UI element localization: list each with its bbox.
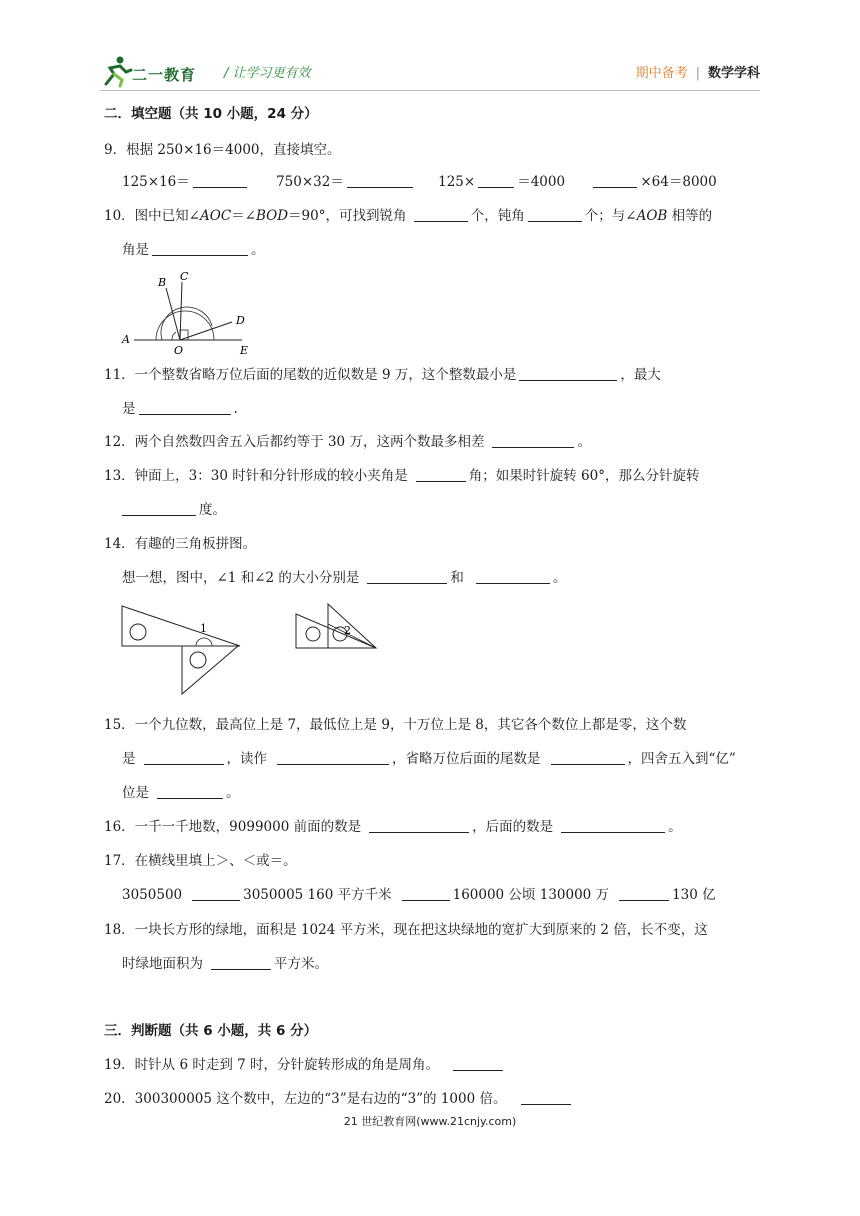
q17-text-c: 160000 公顷 130000 万 [452, 887, 610, 903]
q15-line3-text: 位是 [122, 785, 149, 801]
q18-line1: 18．一块长方形的绿地，面积是 1024 平方米，现在把这块绿地的宽扩大到原来的 2 倍，长不变，这 [104, 922, 708, 938]
q9-answers [122, 173, 717, 191]
q16-text-a: 16．一千一千地数，9099000 前面的数是 [104, 819, 362, 835]
q17-text-a: 3050500 [122, 887, 183, 903]
label-d: D [236, 314, 245, 327]
q15-text-b: ，读作 [226, 751, 267, 767]
q11-line2-end: . [233, 401, 238, 417]
q13-text-mid: 角；如果时针旋转 60°，那么分针旋转 [468, 468, 700, 484]
q15-approx-blank[interactable] [551, 750, 625, 765]
slogan-text: 让学习更有效 [232, 66, 311, 81]
q14-title: 14．有趣的三角板拼图。 [104, 536, 257, 552]
q15-text-d: ，四舍五入到“亿” [627, 751, 736, 767]
q10-text-5: 个；与∠ [584, 208, 637, 224]
q19-text: 19．时针从 6 时走到 7 时，分针旋转形成的角是周角。 [104, 1057, 440, 1073]
q11-max-blank[interactable] [139, 400, 231, 415]
q15-text-c: ，省略万位后面的尾数是 [392, 751, 541, 767]
q18-text: 时绿地面积为 [122, 956, 203, 972]
q10-text-3: ＝90°，可找到锐角 [288, 208, 407, 224]
brand-logo [100, 54, 210, 88]
q9-stem: 9．根据 250×16＝4000，直接填空。 [104, 142, 341, 158]
page-footer: 21 世纪教育网(www.21cnjy.com) [343, 1115, 517, 1128]
label-o: O [174, 344, 184, 356]
header-separator: | [695, 66, 700, 81]
label-a: A [122, 333, 130, 346]
runner-logo-icon [100, 54, 134, 88]
q10-text-1: 10．图中已知∠ [104, 208, 200, 224]
section-2-title: 二．填空题（共 10 小题，24 分） [104, 106, 318, 122]
q14-line2 [122, 569, 566, 587]
q10-equal-angle-blank[interactable] [152, 241, 248, 256]
q14-and: 和 [450, 570, 464, 586]
q9-b-text: 750×32＝ [276, 174, 344, 190]
angle-1-label: 1 [200, 622, 207, 635]
q13-angle-blank[interactable] [416, 467, 466, 482]
q9-c-text-end: ＝4000 [517, 174, 566, 190]
q17-line2 [122, 886, 716, 904]
q17-title: 17．在横线里填上＞、＜或＝。 [104, 853, 297, 869]
q13-text: 13．钟面上，3：30 时针和分针形成的较小夹角是 [104, 468, 408, 484]
q20-text: 20．300300005 这个数中，左边的“3”是右边的“3”的 1000 倍。 [104, 1091, 507, 1107]
q10-aob: AOB [636, 208, 668, 224]
q14-angle1-blank[interactable] [367, 569, 447, 584]
q15-read-blank[interactable] [277, 750, 389, 765]
logo-text: 二一教育 [132, 66, 197, 84]
page-header [100, 52, 760, 92]
angle-2-label: 2 [344, 624, 351, 637]
q11-line1 [104, 366, 661, 384]
q17-blank-3[interactable] [619, 886, 669, 901]
q17-blank-2[interactable] [402, 886, 450, 901]
q15-number-blank[interactable] [144, 750, 224, 765]
section-3-title: 三．判断题（共 6 小题，共 6 分） [104, 1023, 318, 1039]
header-divider [100, 90, 760, 91]
label-b: B [158, 276, 167, 289]
q9-c-text: 125× [438, 174, 476, 190]
q16-before-blank[interactable] [369, 818, 469, 833]
q20-line [104, 1090, 574, 1108]
q12-line [104, 433, 591, 451]
q20-blank[interactable] [521, 1090, 571, 1105]
q14-end: 。 [552, 570, 567, 586]
q9-b-blank[interactable] [347, 173, 413, 188]
q13-line1 [104, 467, 699, 485]
q9-d-blank[interactable] [593, 173, 637, 188]
q10-text-4: 个，钝角 [470, 208, 525, 224]
slogan: / 让学习更有效 [224, 66, 311, 81]
header-right [636, 62, 760, 81]
q17-blank-1[interactable] [192, 886, 240, 901]
q10-angle-figure [118, 266, 258, 356]
q17-text-b: 3050005 160 平方千米 [243, 887, 392, 903]
q12-end: 。 [577, 434, 591, 450]
q10-end: 。 [251, 242, 265, 258]
q15-text-a: 是 [122, 751, 136, 767]
q9-c-blank[interactable] [478, 173, 514, 188]
label-c: C [180, 270, 189, 283]
q15-line2 [122, 750, 736, 768]
q13-line2-end: 度。 [199, 502, 226, 518]
q16-after-blank[interactable] [561, 818, 665, 833]
q10-aoc: AOC [200, 208, 232, 224]
q13-line2 [122, 501, 226, 519]
q15-yi-blank[interactable] [157, 784, 223, 799]
q10-line2-text: 角是 [122, 242, 149, 258]
q10-obtuse-blank[interactable] [528, 207, 582, 222]
exam-label: 期中备考 [635, 66, 688, 81]
q18-area-blank[interactable] [211, 955, 271, 970]
label-e: E [240, 344, 249, 356]
q11-text: 11．一个整数省略万位后面的尾数的近似数是 9 万，这个整数最小是 [104, 367, 517, 383]
q10-text-6: 相等的 [667, 208, 713, 224]
q10-line1 [104, 207, 712, 225]
q15-end: 。 [226, 785, 240, 801]
q14-text: 想一想，图中，∠1 和∠2 的大小分别是 [122, 570, 360, 586]
q10-line2 [122, 241, 265, 259]
q10-acute-blank[interactable] [414, 207, 468, 222]
q18-line2 [122, 955, 328, 973]
q12-text: 12．两个自然数四舍五入后都约等于 30 万，这两个数最多相差 [104, 434, 485, 450]
q19-line [104, 1056, 506, 1074]
q10-bod: BOD [255, 208, 289, 224]
q16-line [104, 818, 682, 836]
q11-text-end: ，最大 [620, 367, 661, 383]
q11-line2 [122, 400, 238, 418]
q11-line2-text: 是 [122, 401, 136, 417]
q9-a-text: 125×16＝ [122, 174, 190, 190]
q18-end: 平方米。 [274, 956, 328, 972]
q15-line3 [122, 784, 240, 802]
q16-text-b: ，后面的数是 [472, 819, 554, 835]
q19-blank[interactable] [453, 1056, 503, 1071]
q9-d-text: ×64＝8000 [640, 174, 717, 190]
q13-degree-blank[interactable] [122, 501, 196, 516]
q10-text-2: ＝∠ [231, 208, 256, 224]
q12-blank[interactable] [492, 433, 574, 448]
q15-line1: 15．一个九位数，最高位上是 7，最低位上是 9，十万位上是 8，其它各个数位上都是零，这个数 [104, 717, 687, 733]
q11-min-blank[interactable] [519, 366, 617, 381]
q9-a-blank[interactable] [193, 173, 247, 188]
q14-triangle-figures [116, 600, 396, 700]
subject-label: 数学学科 [707, 66, 760, 81]
q16-end: 。 [668, 819, 682, 835]
q17-text-d: 130 亿 [672, 887, 716, 903]
q14-angle2-blank[interactable] [476, 569, 550, 584]
